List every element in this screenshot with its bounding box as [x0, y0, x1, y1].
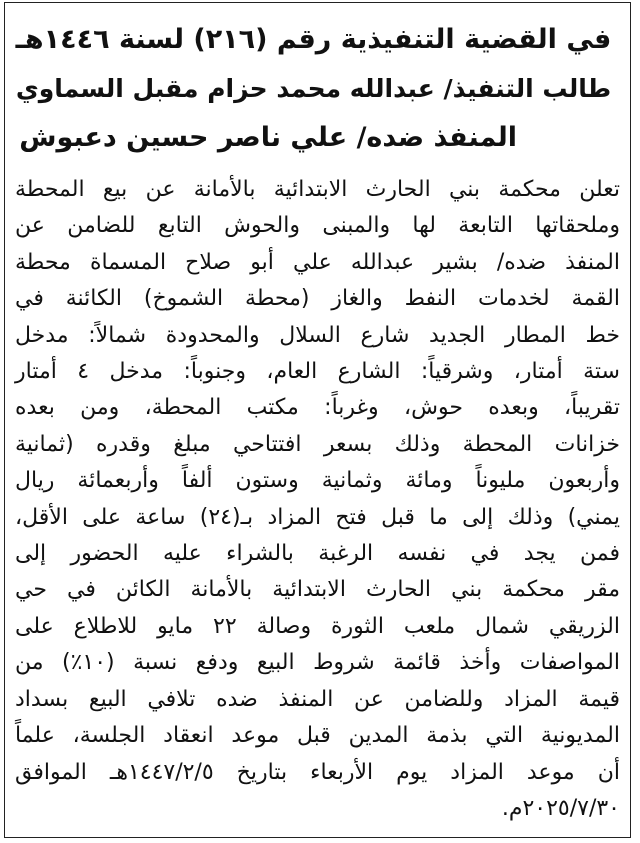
notice-header — [5, 3, 630, 162]
body-line-1: تعلن محكمة بني الحارث الابتدائية بالأمانة عن بيع المحطة — [15, 177, 620, 202]
body-line-11: فمن يجد في نفسه الرغبة بالشراء عليه الحضور إلى — [15, 541, 620, 567]
body-line-2: وملحقاتها التابعة لها والمبنى والحوش التابع للضامن عن — [15, 213, 620, 239]
body-line-12: مقر محكمة بني الحارث الابتدائية بالأمانة الكائن في حي — [15, 577, 620, 603]
body-line-18: ٢٠٢٥/٧/٣٠م. — [501, 795, 620, 821]
execution-requester-heading: طالب التنفيذ/ عبدالله محمد حزام مقبل السماوي — [15, 74, 612, 103]
body-line-9: وأربعون مليوناً ومائة وثمانية وستون ألفاً وأربعمائة ريال — [15, 468, 620, 494]
body-line-4: القمة لخدمات النفط والغاز (محطة الشموخ) الكائنة في — [15, 286, 620, 312]
court-auction-notice — [4, 2, 631, 838]
body-line-17: أن موعد المزاد يوم الأربعاء بتاريخ ١٤٤٧/٢/٥هـ الموافق — [15, 759, 620, 785]
body-line-16: المديونية التي بذمة المدين قبل موعد انعقاد الجلسة، علماً — [15, 723, 620, 749]
case-number-heading: في القضية التنفيذية رقم (٢١٦) لسنة ١٤٤٦هـ — [15, 24, 612, 55]
body-line-7: تقريباً، وبعده حوش، وغرباً: مكتب المحطة، ومن بعده — [15, 395, 620, 421]
body-line-13: الزريقي شمال ملعب الثورة وصالة ٢٢ مايو للاطلاع على — [15, 613, 620, 639]
body-line-3: المنفذ ضده/ بشير عبدالله علي أبو صلاح المسماة محطة — [15, 249, 620, 275]
body-line-5: خط المطار الجديد شارع السلال والمحدودة شمالاً: مدخل — [15, 322, 620, 348]
body-line-14: المواصفات وأخذ قائمة شروط البيع ودفع نسبة (١٠٪) من — [15, 650, 620, 676]
body-line-10: يمني) وذلك إلى ما قبل فتح المزاد بـ(٢٤) ساعة على الأقل، — [15, 504, 620, 530]
notice-body — [5, 162, 630, 827]
executed-against-heading: المنفذ ضده/ علي ناصر حسين دعبوش — [19, 122, 517, 153]
body-line-15: قيمة المزاد وللضامن عن المنفذ ضده تلافي البيع بسداد — [15, 686, 620, 712]
body-line-6: ستة أمتار، وشرقياً: الشارع العام، وجنوباً: مدخل ٤ أمتار — [15, 359, 620, 385]
body-line-8: خزانات المحطة وذلك بسعر افتتاحي مبلغ وقدره (ثمانية — [15, 431, 620, 457]
